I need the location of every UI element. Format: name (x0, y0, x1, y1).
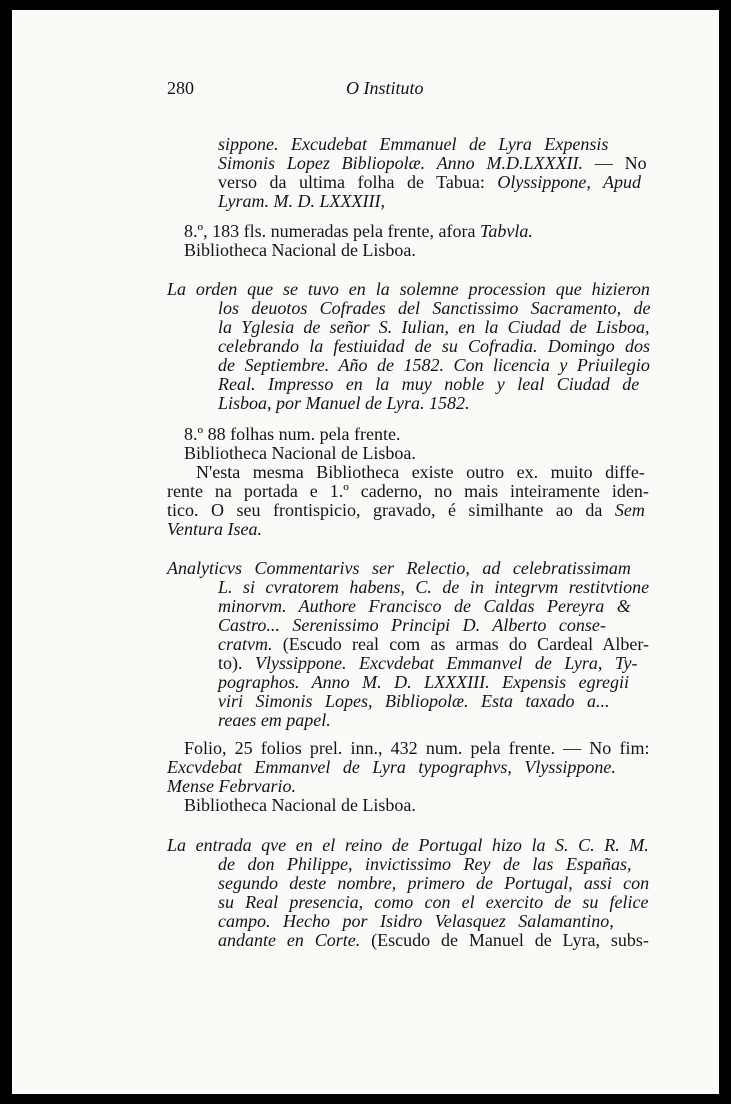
text-run: cratvm. (218, 634, 273, 654)
text-run: (Escudo de Manuel de Lyra, subs- (360, 930, 649, 950)
text-run: Mense Febrvario. (167, 776, 296, 796)
entry-4-lines-line (218, 930, 649, 950)
entry-2-notes-line (167, 519, 262, 539)
entry-2-notes-line (184, 443, 416, 463)
entry-1-notes-line (184, 221, 533, 241)
text-run: (Escudo real com as armas do Cardeal Alber- (272, 634, 649, 654)
entry-4-lines-line (218, 911, 614, 931)
page-number: 280 (167, 78, 194, 98)
entry-2-lines-line (218, 374, 639, 394)
entry-3-lines-line (218, 615, 606, 635)
entry-3-lines-line (167, 558, 631, 578)
text-run: la Yglesia de señor S. Iulian, en la Ciudad de Lisboa, (218, 317, 650, 337)
text-run: Vlyssippone. Excvdebat Emmanvel de Lyra, Ty- (255, 653, 638, 673)
entry-3-notes-line (167, 776, 296, 796)
entry-3-lines-line (218, 691, 610, 711)
text-run: reaes em papel. (218, 710, 331, 730)
text-run: de Septiembre. Año de 1582. Con licencia y Priuilegio (218, 355, 650, 375)
text-run: Excvdebat Emmanvel de Lyra typographvs, Vlyssippone. (167, 757, 616, 777)
text-run: N'esta mesma Bibliotheca existe outro ex. muito diffe- (196, 462, 645, 482)
text-run: segundo deste nombre, primero de Portugal, assi con (218, 873, 650, 893)
text-run: Olyssippone, Apud (497, 172, 642, 192)
entry-3-lines-line (218, 634, 649, 654)
entry-2-notes-line (184, 424, 401, 444)
text-run: Bibliotheca Nacional de Lisboa. (184, 795, 416, 815)
entry-3-lines-line (218, 596, 631, 616)
entry-3-lines-line (218, 577, 649, 597)
entry-1-notes-line (184, 240, 416, 260)
entry-1-lines-line (218, 172, 641, 192)
text-run: campo. Hecho por Isidro Velasquez Salamantino, (218, 911, 614, 931)
entry-4-lines-line (218, 854, 631, 874)
entry-2-notes-line (196, 462, 645, 482)
entry-3-notes-line (167, 757, 616, 777)
text-run: viri Simonis Lopes, Bibliopolæ. Esta taxado a... (218, 691, 610, 711)
text-run: verso da ultima folha de Tabua: (218, 172, 498, 192)
entry-2-notes-line (167, 500, 645, 520)
text-run: Castro... Serenissimo Principi D. Alberto conse- (218, 615, 606, 635)
entry-2-lines-line (218, 298, 650, 318)
entry-2-lines-line (218, 393, 469, 413)
entry-2-notes-line (167, 481, 649, 501)
text-run: La entrada qve en el reino de Portugal hizo la S. C. R. M. (167, 835, 649, 855)
text-run: Lyram. M. D. LXXXIII, (218, 191, 385, 211)
text-run: Bibliotheca Nacional de Lisboa. (184, 443, 416, 463)
entry-3-notes-line (184, 738, 649, 758)
running-header-title: O Instituto (346, 78, 424, 98)
entry-1-lines-line (218, 191, 385, 211)
text-run: Analyticvs Commentarivs ser Relectio, ad celebratissimam (167, 558, 631, 578)
text-run: Simonis Lopez Bibliopolæ. Anno M.D.LXXXII. (218, 153, 583, 173)
text-run: 8.º 88 folhas num. pela frente. (184, 424, 401, 444)
entry-3-lines-line (218, 710, 331, 730)
text-run: to). (218, 653, 255, 673)
text-run: Ventura Isea. (167, 519, 262, 539)
entry-3-lines-line (218, 672, 629, 692)
text-run: minorvm. Authore Francisco de Caldas Pereyra & (218, 596, 631, 616)
text-run: Real. Impresso en la muy noble y leal Ciudad de (218, 374, 640, 394)
text-run: andante en Corte. (218, 930, 361, 950)
entry-1-lines-line (218, 134, 608, 154)
text-run: los deuotos Cofrades del Sanctissimo Sacramento, de (218, 298, 651, 318)
entry-4-lines-line (218, 892, 649, 912)
entry-3-notes-line (184, 795, 416, 815)
text-run: La orden que se tuvo en la solemne procession que hizieron (167, 279, 650, 299)
text-run: Tabvla. (479, 221, 533, 241)
text-run: celebrando la festiuidad de su Cofradia. Domingo dos (218, 336, 650, 356)
text-run: rente na portada e 1.º caderno, no mais inteiramente iden- (167, 481, 649, 501)
text-run: Lisboa, por Manuel de Lyra. 1582. (218, 393, 470, 413)
text-run: su Real presencia, como con el exercito de su felice (218, 892, 649, 912)
text-run: — No (583, 153, 647, 173)
text-run: 8.º, 183 fls. numeradas pela frente, afora (184, 221, 480, 241)
entry-2-lines-line (167, 279, 650, 299)
entry-4-lines-line (167, 835, 649, 855)
text-run: Bibliotheca Nacional de Lisboa. (184, 240, 416, 260)
text-run: Folio, 25 folios prel. inn., 432 num. pela frente. — No fim: (184, 738, 650, 758)
text-run: Sem (614, 500, 645, 520)
book-page (12, 10, 719, 1094)
entry-4-lines-line (218, 873, 649, 893)
entry-1-lines-line (218, 153, 647, 173)
text-run: sippone. Excudebat Emmanuel de Lyra Expensis (218, 134, 609, 154)
text-run: L. si cvratorem habens, C. de in integrvm restitvtione (218, 577, 650, 597)
text-run: tico. O seu frontispicio, gravado, é similhante ao da (167, 500, 615, 520)
entry-2-lines-line (218, 336, 650, 356)
text-run: pographos. Anno M. D. LXXXIII. Expensis egregii (218, 672, 629, 692)
entry-3-lines-line (218, 653, 638, 673)
text-run: de don Philippe, invictissimo Rey de las Españas, (218, 854, 632, 874)
entry-2-lines-line (218, 355, 650, 375)
entry-2-lines-line (218, 317, 650, 337)
